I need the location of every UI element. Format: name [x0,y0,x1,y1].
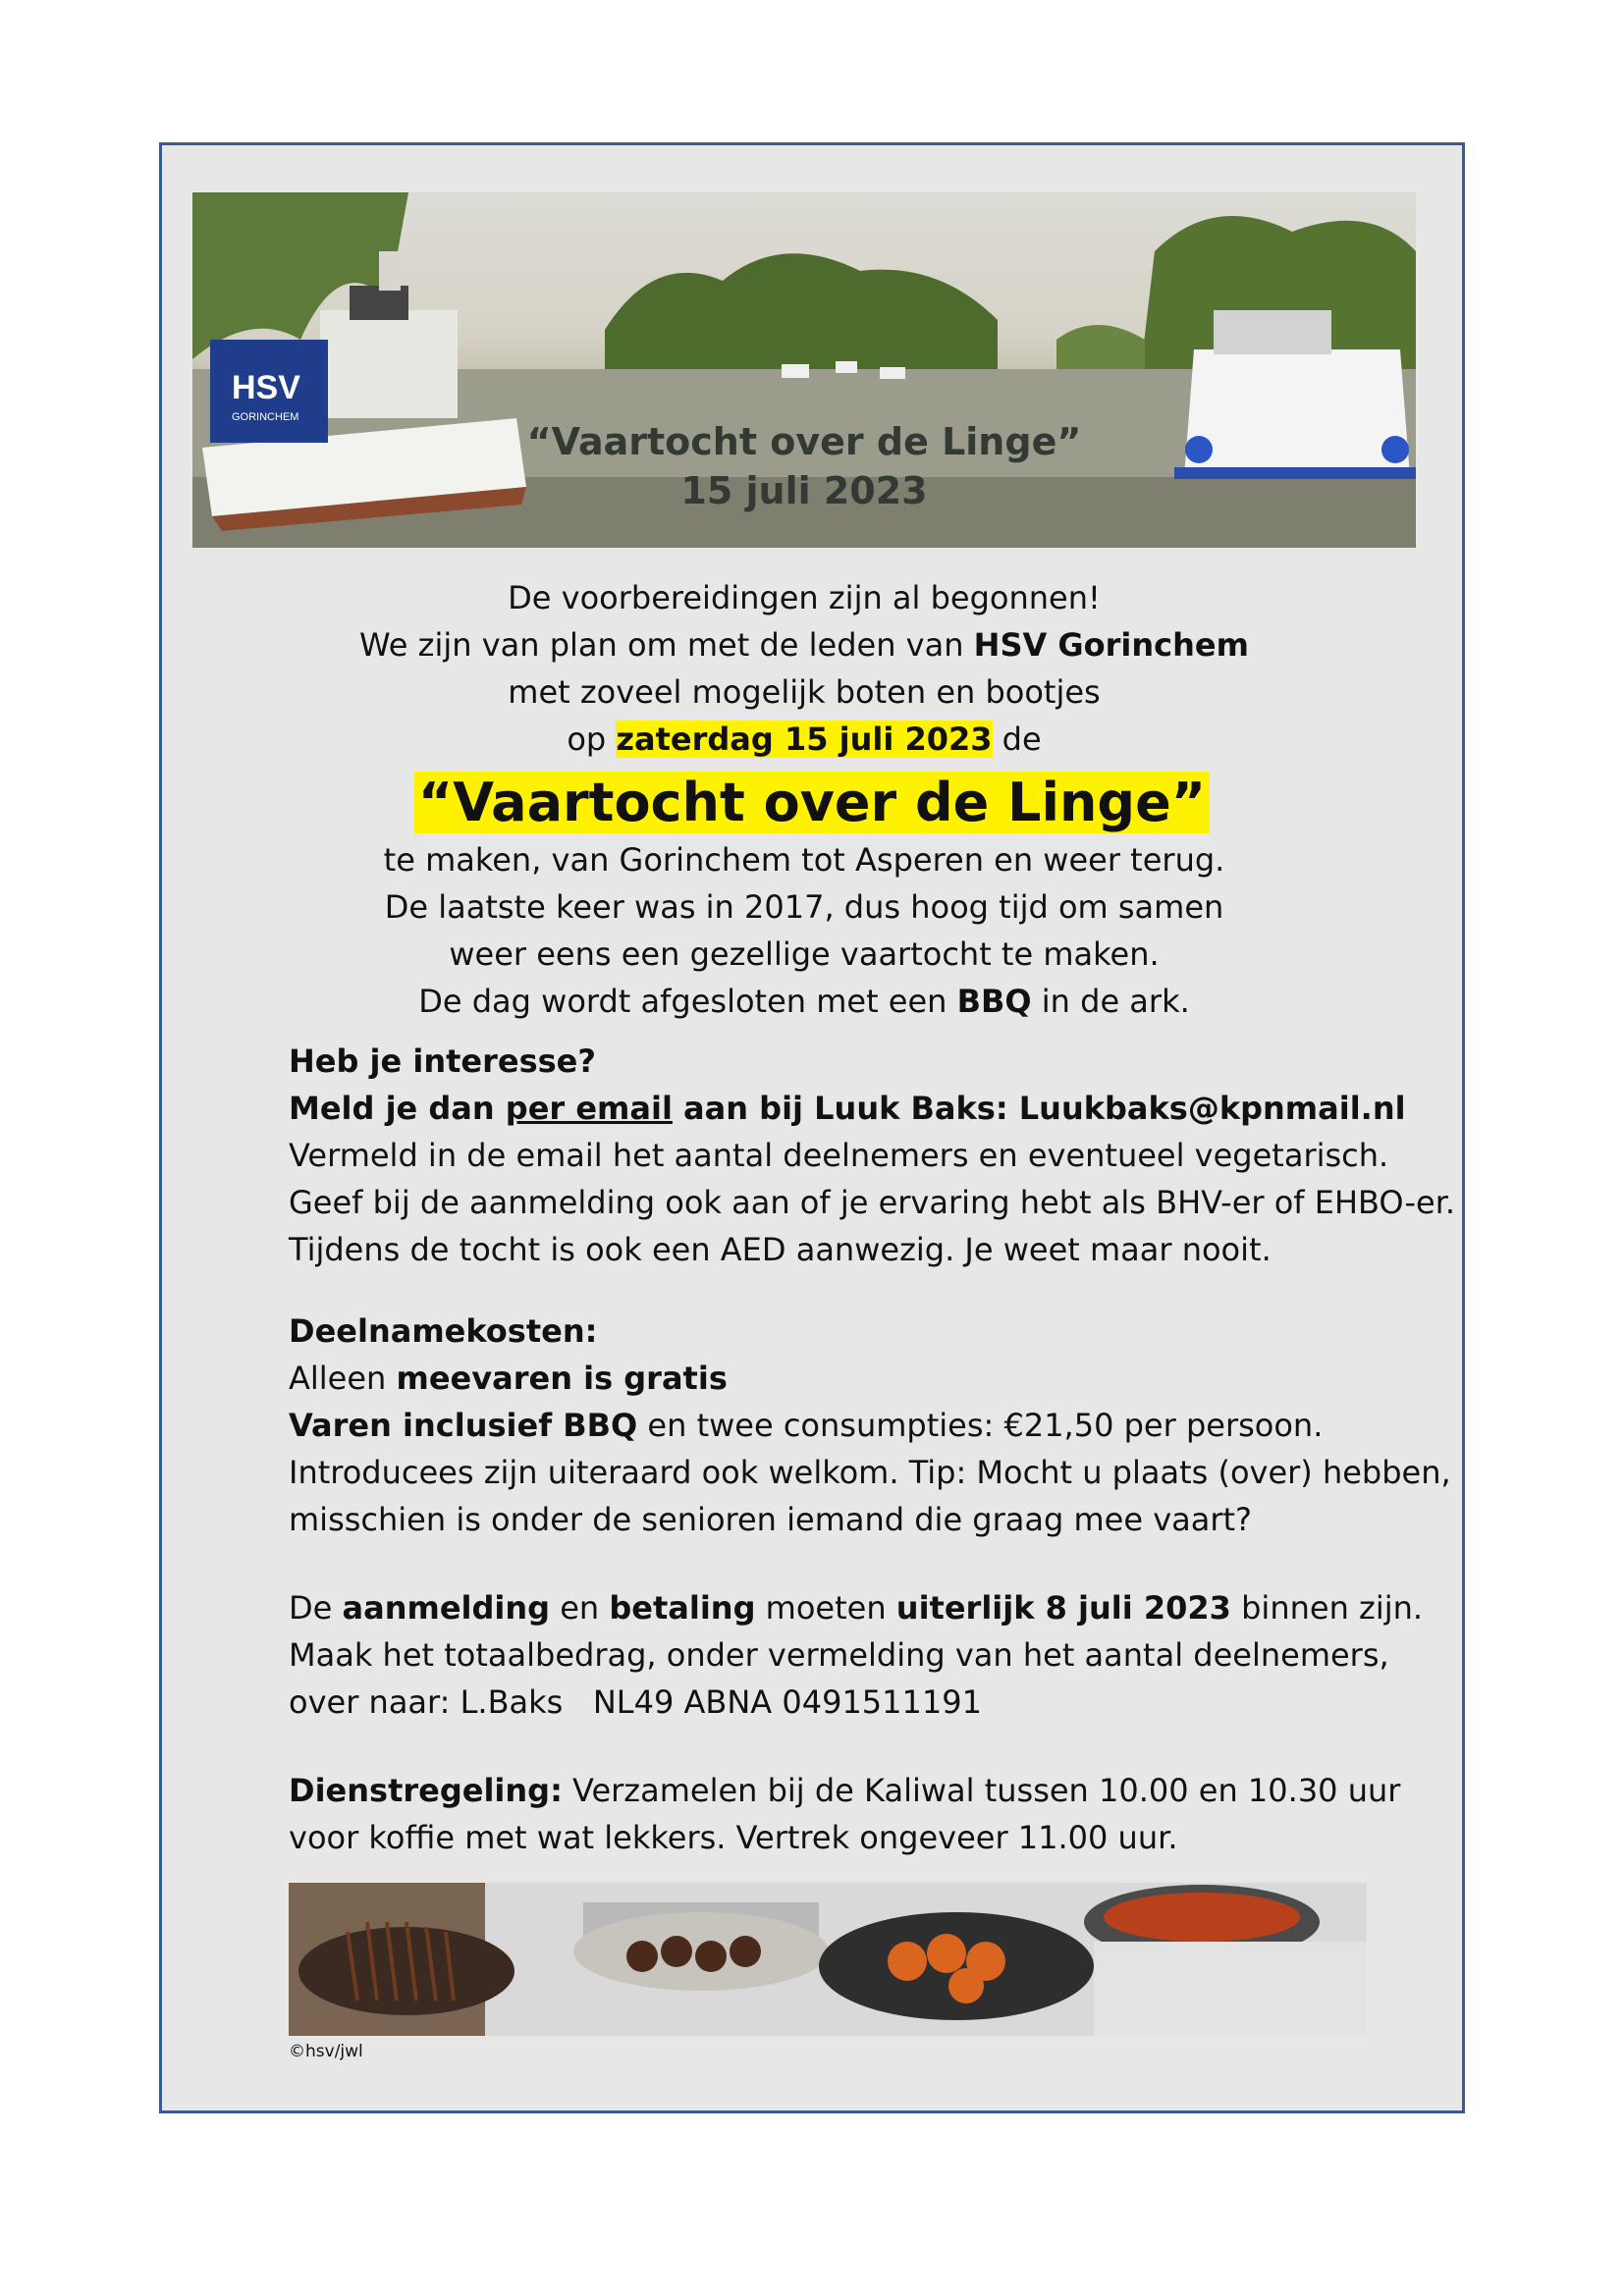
banner-title: “Vaartocht over de Linge” [526,420,1082,463]
interest-line-3: Vermeld in de email het aantal deelnemers en eventueel vegetarisch. [289,1137,1389,1174]
schedule-label: Dienstregeling: [289,1772,563,1809]
payment-section [289,1584,1428,1726]
headline [0,771,1624,835]
intro-line-4-pre: op [567,721,617,758]
flag-label: HSV [232,369,300,406]
costs-line-2 [289,1355,1428,1402]
food-illustration [289,1883,1367,2036]
bbq-label: BBQ [956,983,1032,1020]
payment-line-2: Maak het totaalbedrag, onder vermelding van het aantal deelnemers, [289,1636,1389,1674]
banner-photo [192,192,1416,548]
costs-line-4: Introducees zijn uiteraard ook welkom. Tip: Mocht u plaats (over) hebben, [289,1454,1451,1491]
costs-line-5: misschien is onder de senioren iemand die graag mee vaart? [289,1501,1253,1538]
interest-line-4: Geef bij de aanmelding ook aan of je ervaring hebt als BHV-er of EHBO-er. [289,1184,1456,1221]
intro-line-2-text: We zijn van plan om met de leden van [359,626,974,664]
costs-line-2-pre: Alleen [289,1360,397,1397]
description-line-1: te maken, van Gorinchem tot Asperen en weer terug. [383,841,1225,879]
intro-line-3: met zoveel mogelijk boten en bootjes [508,673,1101,711]
description-line-2: De laatste keer was in 2017, dus hoog tijd om samen [384,888,1224,926]
copyright-notice: ©hsv/jwl [289,2042,363,2061]
signup-contact[interactable]: aan bij Luuk Baks: Luukbaks@kpnmail.nl [672,1090,1406,1127]
bbq-package: Varen inclusief BBQ [289,1407,638,1444]
payment-text-e: moeten [755,1589,896,1627]
payment-line-1 [289,1584,1428,1631]
interest-section [289,1038,1456,1273]
schedule-line-1 [289,1767,1428,1814]
description-line-4 [192,978,1416,1025]
payment-text-a: De [289,1589,343,1627]
intro-line-4-post: de [992,721,1042,758]
intro-line-4 [192,716,1416,763]
costs-section [289,1308,1451,1543]
costs-heading: Deelnamekosten: [289,1312,598,1350]
payment-text-c: en [550,1589,610,1627]
deadline: uiterlijk 8 juli 2023 [895,1589,1231,1627]
interest-heading: Heb je interesse? [289,1042,596,1080]
payment-word: betaling [609,1589,756,1627]
price-text: en twee consumpties: €21,50 per persoon. [637,1407,1324,1444]
club-name: HSV Gorinchem [973,626,1249,664]
event-date-highlight: zaterdag 15 juli 2023 [616,721,993,758]
description-line-3: weer eens een gezellige vaartocht te maken. [449,935,1160,973]
payment-text-g: binnen zijn. [1230,1589,1424,1627]
free-sailing: meevaren is gratis [396,1360,728,1397]
headline-text: “Vaartocht over de Linge” [414,772,1210,833]
interest-line-5: Tijdens de tocht is ook een AED aanwezig. Je weet maar nooit. [289,1231,1272,1268]
description-block [192,836,1416,1025]
intro-line-1: De voorbereidingen zijn al begonnen! [508,579,1101,616]
schedule-line-1-text: Verzamelen bij de Kaliwal tussen 10.00 en 10.30 uur [562,1772,1401,1809]
costs-line-3 [289,1402,1428,1449]
bbq-food-photo [289,1883,1367,2036]
intro-block [192,574,1416,763]
schedule-line-2: voor koffie met wat lekkers. Vertrek ongeveer 11.00 uur. [289,1819,1178,1856]
description-line-4-pre: De dag wordt afgesloten met een [418,983,957,1020]
signup-line [289,1085,1428,1132]
intro-line-2 [192,621,1416,668]
registration-word: aanmelding [342,1589,551,1627]
signup-method: per email [505,1090,673,1127]
description-line-4-post: in de ark. [1031,983,1190,1020]
payment-line-3: over naar: L.Baks NL49 ABNA 0491511191 [289,1683,982,1721]
flag-sublabel: GORINCHEM [232,411,299,423]
schedule-section [289,1767,1428,1861]
signup-pre: Meld je dan [289,1090,506,1127]
banner-date: 15 juli 2023 [680,469,928,512]
